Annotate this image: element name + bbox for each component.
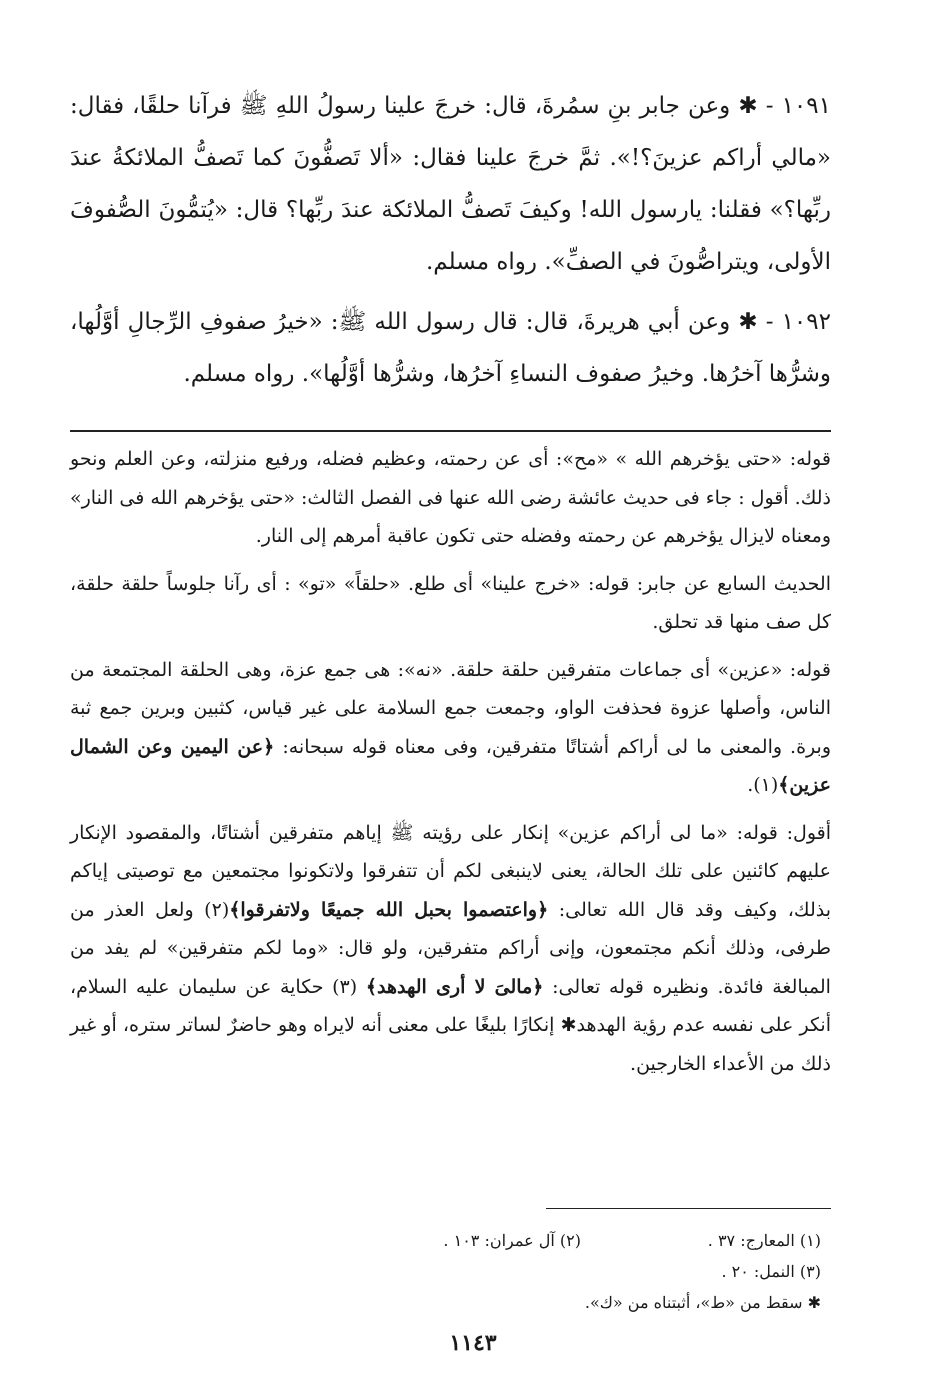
footnote-row xyxy=(70,1256,821,1287)
footnote-ref: (١). xyxy=(747,774,779,796)
quran-quote: ﴿واعتصموا بحبل الله جميعًا ولاتفرقوا﴾ xyxy=(229,898,549,921)
editorial-note: ✱ سقط من «ط»، أثبتناه من «ك». xyxy=(584,1293,821,1312)
footnote-divider xyxy=(546,1208,831,1209)
section-divider xyxy=(70,430,831,432)
hadith-1091 xyxy=(70,80,831,288)
footnote-2: (٢) آل عمران: ١٠٣ . xyxy=(443,1231,581,1250)
commentary-paragraph xyxy=(70,651,831,805)
footnote-ref: (٣) xyxy=(332,975,358,998)
quran-quote: ﴿عن اليمين وعن الشمال عزين﴾ xyxy=(70,735,831,796)
commentary-paragraph xyxy=(70,814,831,1084)
footnote-row xyxy=(70,1225,821,1256)
hadith-text: وعن جابر بنِ سمُرةَ، قال: خرجَ علينا رسولُ اللهِ ﷺ فرآنا حلقًا، فقال: «مالي أراكم عزينَ؟!». ثمَّ خرجَ علينا فقال: «ألا تَصفُّونَ كما تَصفُّ الملائكةُ عندَ ربِّها؟» فقلنا: يارسول الله! وكيفَ تَصفُّ الملائكة عندَ ربِّها؟ قال: «يُتمُّونَ الصُّفوفَ الأولى، ويتراصُّونَ في الصفِّ». رواه مسلم. xyxy=(70,93,831,275)
commentary-paragraph: قوله: «حتى يؤخرهم الله » «مح»: أى عن رحمته، وعظيم فضله، ورفيع منزلته، وعن العلم ونحو ذلك. أقول : جاء فى حديث عائشة رضى الله عنها فى الفصل الثالث: «حتى يؤخرهم الله فى النار» ومعناه لايزال يؤخرهم عن رحمته وفضله حتى تكون عاقبة أمرهم إلى النار. xyxy=(70,448,831,547)
quran-quote: ﴿مالىَ لا أرى الهدهد﴾ xyxy=(365,975,544,998)
footnote-ref: (٢) xyxy=(204,898,230,921)
footnote-1: (١) المعارج: ٣٧ . xyxy=(707,1231,821,1250)
commentary-paragraph: الحديث السابع عن جابر: قوله: «خرج علينا» أى طلع. «حلقاً» «تو» : أى رآنا جلوساً حلقة حلقة، كل صف منها قد تحلق. xyxy=(70,572,831,633)
commentary-text: قوله: «عزين» أى جماعات متفرقين حلقة حلقة. «نه»: هى جمع عزة، وهى الحلقة المجتمعة من الناس، وأصلها عزوة فحذفت الواو، وجمعت جمع السلامة على غير قياس، كثبين وبرين جمع ثبة وبرة. والمعنى ما لى أراكم أشتاتًا متفرقين، وفى معناه قوله سبحانه: xyxy=(70,658,832,758)
page-number: ١١٤٣ xyxy=(449,1330,497,1356)
commentary-text: ولعل العذر من طرفى، وذلك أنكم مجتمعون، وإنى أراكم متفرقين، ولو قال: «وما لكم متفرقين» لم يفد من المبالغة فائدة. ونظيره قوله تعالى: xyxy=(70,898,831,998)
footnote-3: (٣) النمل: ٢٠ . xyxy=(721,1262,821,1281)
footnotes xyxy=(70,1225,821,1318)
hadith-number: ١٠٩٢ - ✱ xyxy=(738,309,831,335)
commentary-text: أقول: قوله: «ما لى أراكم عزين» إنكار على رؤيته ﷺ إياهم متفرقين أشتاتًا، والمقصود الإنكار عليهم كائنين على تلك الحالة، يعنى لاينبغى لكم أن تتفرقوا ولاتكونوا مجتمعين مع توصيتى إياكم بذلك، وكيف وقد قال الله تعالى: xyxy=(70,821,831,921)
hadith-number: ١٠٩١ - ✱ xyxy=(738,93,831,119)
hadith-1092 xyxy=(70,296,831,400)
hadith-section xyxy=(70,80,831,408)
hadith-text: وعن أبي هريرةَ، قال: قال رسول الله ﷺ: «خيرُ صفوفِ الرِّجالِ أوَّلُها، وشرُّها آخرُها. وخيرُ صفوف النساءِ آخرُها، وشرُّها أوَّلُها». رواه مسلم. xyxy=(70,309,831,387)
commentary-text: حكاية عن سليمان عليه السلام، أنكر على نفسه عدم رؤية الهدهد✱ إنكارًا بليغًا على معنى أنه لايراه وهو حاضرٌ لساتر ستره، أو غير ذلك من الأعداء الخارجين. xyxy=(70,975,831,1075)
commentary-section xyxy=(70,440,831,1092)
